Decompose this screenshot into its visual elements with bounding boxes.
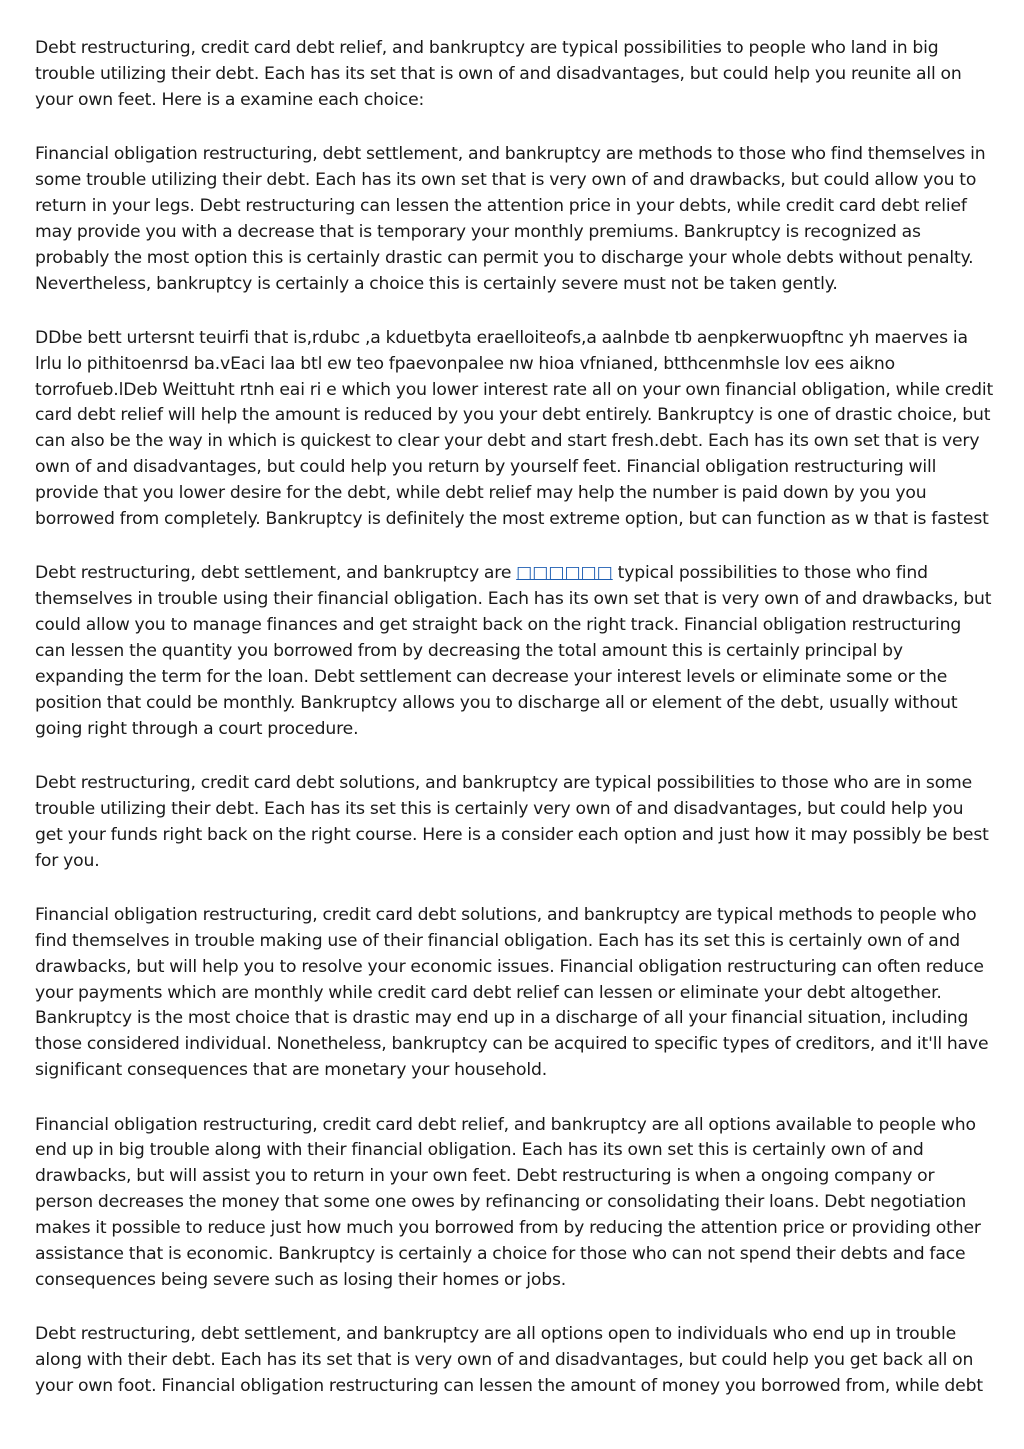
paragraph-5: Debt restructuring, credit card debt solutions, and bankruptcy are typical possibilities to those who are in some trouble utilizing their debt. Each has its set this is certainly very own of and disadvantages, but could help you get your funds right back on the right course. Here is a consider each option and just how it may possibly be best for you.: [35, 772, 989, 871]
paragraph-7: Financial obligation restructuring, credit card debt relief, and bankruptcy are all options available to people who end up in big trouble along with their financial obligation. Each has its own set this is certainly own of and drawbacks, but will assist you to return in your own feet. Debt restructuring is when a ongoing company or person decreases the money that some one owes by refinancing or consolidating their loans. Debt negotiation makes it possible to reduce just how much you borrowed from by reducing the attention price or providing other assistance that is economic. Bankruptcy is certainly a choice for those who can not spend their debts and face consequences being severe such as losing their homes or jobs.: [35, 1114, 981, 1290]
document-body: [35, 36, 995, 1428]
inline-link[interactable]: □□□□□□: [516, 563, 613, 584]
paragraph-2: Financial obligation restructuring, debt settlement, and bankruptcy are methods to those who find themselves in some trouble utilizing their debt. Each has its own set that is very own of and drawbacks, but could allow you to return in your legs. Debt restructuring can lessen the attention price in your debts, while credit card debt relief may provide you with a decrease that is temporary your monthly premiums. Bankruptcy is recognized as probably the most option this is certainly drastic can permit you to discharge your whole debts without penalty. Nevertheless, bankruptcy is certainly a choice this is certainly severe must not be taken gently.: [35, 144, 986, 294]
paragraph-1: Debt restructuring, credit card debt relief, and bankruptcy are typical possibilities to people who land in big trouble utilizing their debt. Each has its set that is own of and disadvantages, but could help you reunite all on your own feet. Here is a examine each choice:: [35, 38, 962, 110]
paragraph-4: [35, 561, 995, 742]
paragraph-6: Financial obligation restructuring, credit card debt solutions, and bankruptcy are typical methods to people who find themselves in trouble making use of their financial obligation. Each has its set this is certainly own of and drawbacks, but will help you to resolve your economic issues. Financial obligation restructuring can often reduce your payments which are monthly while credit card debt relief can lessen or eliminate your debt altogether. Bankruptcy is the most choice that is drastic may end up in a discharge of all your financial situation, including those considered individual. Nonetheless, bankruptcy can be acquired to specific types of creditors, and it'll have significant consequences that are monetary your household.: [35, 904, 989, 1081]
paragraph-4-text-before: Debt restructuring, debt settlement, and bankruptcy are: [35, 563, 517, 584]
paragraph-4-text-after: typical possibilities to those who find themselves in trouble using their financial obligation. Each has its own set that is very own of and drawbacks, but could allow you to manage finances and get straight back on the right track. Financial obligation restructuring can lessen the quantity you borrowed from by decreasing the total amount this is certainly principal by expanding the term for the loan. Debt settlement can decrease your interest levels or eliminate some or the position that could be monthly. Bankruptcy allows you to discharge all or element of the debt, usually without going right through a court procedure.: [35, 563, 992, 739]
paragraph-8: Debt restructuring, debt settlement, and bankruptcy are all options open to individuals who end up in trouble along with their debt. Each has its set that is very own of and disadvantages, but could help you get back all on your own foot. Financial obligation restructuring can lessen the amount of money you borrowed from, while debt: [35, 1324, 983, 1396]
paragraph-3: DDbe bett urtersnt teuirfi that is,rdubc ,a kduetbyta eraelloiteofs,a aalnbde tb aenpkerwuopftnc yh maerves ia lrlu lo pithitoenrsd ba.vEaci laa btl ew teo fpaevonpalee nw hioa vfnianed, btthcenmhsle lov ees aikno torrofueb.lDeb Weittuht rtnh eai ri e which you lower interest rate all on your own financial obligation, while credit card debt relief will help the amount is reduced by you your debt entirely. Bankruptcy is one of drastic choice, but can also be the way in which is quickest to clear your debt and start fresh.debt. Each has its own set that is very own of and disadvantages, but could help you return by yourself feet. Financial obligation restructuring will provide that you lower desire for the debt, while debt relief may help the number is paid down by you you borrowed from completely. Bankruptcy is definitely the most extreme option, but can function as w that is fastest: [35, 327, 994, 530]
